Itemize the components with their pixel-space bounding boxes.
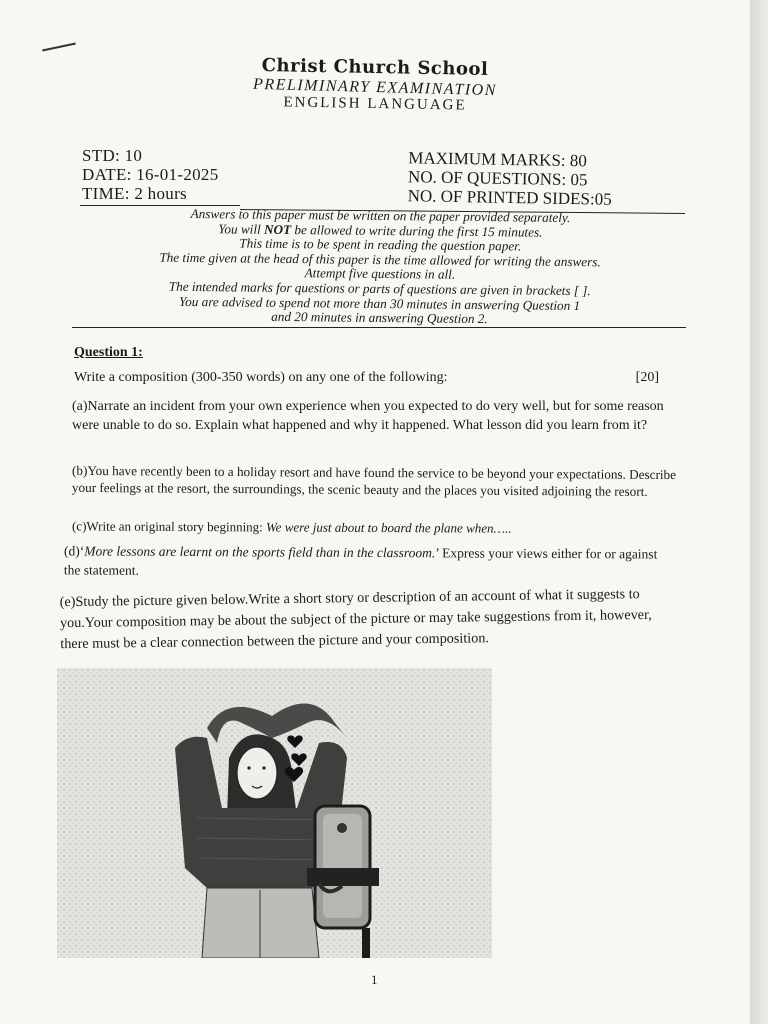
instruction-line: You are advised to spend not more than 30 minutes in answering Question 1 [178, 293, 581, 313]
instruction-line: and 20 minutes in answering Question 2. [271, 309, 488, 327]
question-marks: [20] [635, 370, 659, 385]
pen-mark [42, 42, 76, 51]
printed-sides-label: NO. OF PRINTED SIDES:05 [407, 186, 612, 209]
question-title: Question 1: [74, 345, 143, 360]
option-b: (b)You have recently been to a holiday resort and have found the service to be beyond your expectations. Describe your feelings at the resort, the surroundings, the scenic beauty and the places you visited adjoining the resort. [71, 462, 677, 499]
instructions-rule [72, 327, 686, 328]
exam-meta-right [408, 148, 613, 209]
date-label: DATE: 16-01-2025 [82, 165, 219, 184]
option-c: (c)Write an original story beginning: We were just about to board the plane when….. [71, 518, 512, 536]
max-marks-label: MAXIMUM MARKS: 80 [408, 148, 588, 171]
school-name: Christ Church School [261, 55, 489, 80]
instruction-line: This time is to be spent in reading the question paper. [239, 235, 522, 254]
instructions-block [69, 206, 690, 329]
instruction-line: The intended marks for questions or parts of questions are given in brackets [ ]. [168, 278, 591, 299]
page-number: 1 [371, 972, 378, 987]
exam-title: PRELIMINARY EXAMINATION [252, 75, 498, 100]
instruction-line: Attempt five questions in all. [304, 265, 456, 283]
std-label: STD: 10 [82, 146, 143, 165]
exam-meta-left [82, 146, 219, 203]
question-intro: Write a composition (300-350 words) on any one of the following: [20] [74, 370, 659, 385]
questions-count-label: NO. OF QUESTIONS: 05 [407, 167, 588, 190]
instruction-line: Answers to this paper must be written on the paper provided separately. [190, 206, 571, 225]
subject-title: ENGLISH LANGUAGE [283, 94, 467, 114]
option-d: (d)‘More lessons are learnt on the sports field than in the classroom.’ Express your views either for or against the statement. [63, 543, 658, 578]
time-label: TIME: 2 hours [82, 184, 187, 203]
option-e: (e)Study the picture given below.Write a short story or description of an account of what it suggests to you.Your composition may be about the subject of the picture or may take suggestions from it, however, there must be a clear connection between the picture and your composition. [59, 586, 652, 653]
instruction-line: You will NOT be allowed to write during the first 15 minutes. [218, 220, 543, 240]
option-a: (a)Narrate an incident from your own experience when you expected to do very well, but for some reason were unable to do so. Explain what happened and why it happened. What lesson did you learn from it? [72, 399, 664, 433]
girl-heart-gesture-picture [57, 668, 492, 958]
paper-stack-edge [750, 0, 768, 1024]
instruction-line: The time given at the head of this paper is the time allowed for writing the answers. [159, 249, 601, 270]
